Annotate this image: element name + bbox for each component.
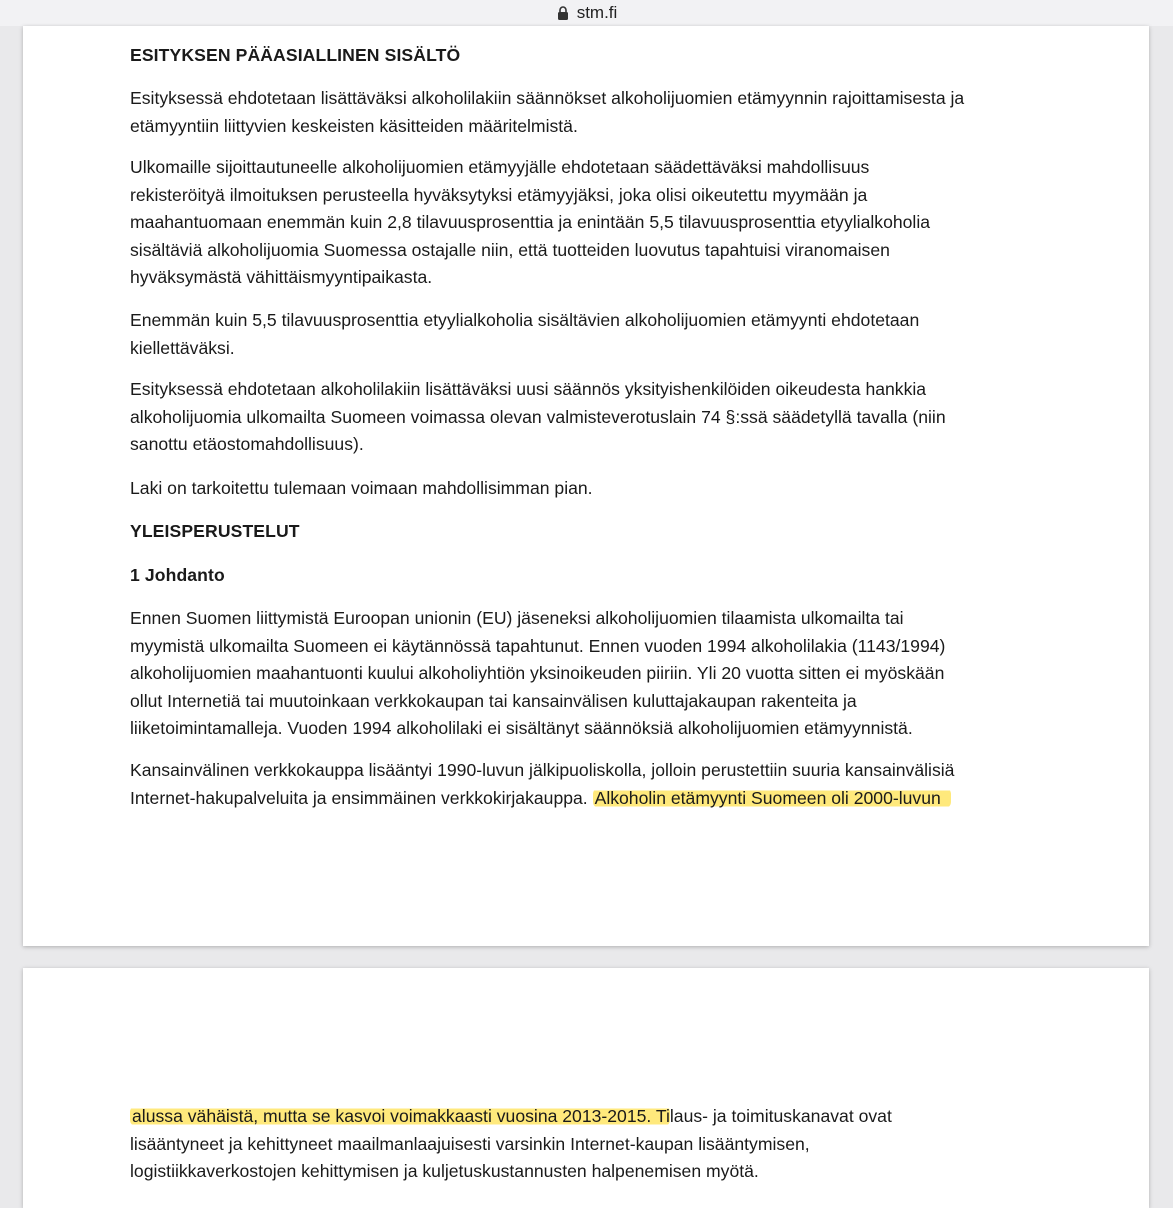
paragraph-continued <box>130 1103 1070 1186</box>
highlighted-text: Alkoholin etämyynti Suomeen oli 2000-luvun <box>593 788 951 808</box>
text-line: sanottu etäostomahdollisuus). <box>130 434 364 454</box>
text-line <box>130 1103 1070 1131</box>
lock-icon <box>556 6 570 20</box>
text-line: ollut Internetiä tai muutoinkaan verkkokaupan tai kansainvälisen kuluttajakaupan rakenteita ja <box>130 690 857 711</box>
text-line: kiellettäväksi. <box>130 337 235 358</box>
text-plain: laus- ja toimituskanavat ovat <box>669 1106 892 1126</box>
text-line: Esityksessä ehdotetaan lisättäväksi alkoholilakiin säännökset alkoholijuomien etämyynnin rajoittamisesta ja <box>130 88 965 108</box>
text-line: rekisteröityä ilmoituksen perusteella hyväksytyksi etämyyjäksi, joka olisi oikeutettu myymään ja <box>130 184 868 205</box>
text-line: sisältäviä alkoholijuomia Suomessa ostajalle niin, että tuotteiden luovutus tapahtuisi viranomaisen <box>130 239 890 260</box>
document-page-2 <box>23 968 1149 1208</box>
text-line: etämyyntiin liittyvien keskeisten käsitteiden määritelmistä. <box>130 115 578 136</box>
paragraph-6 <box>130 605 1070 743</box>
paragraph-2 <box>130 154 1070 292</box>
highlighted-text: alussa vähäistä, mutta se kasvoi voimakkaasti vuosina 2013-2015. Ti <box>132 1106 670 1126</box>
text-line: alkoholijuomia ulkomailta Suomeen voimassa olevan valmisteverotuslain 74 §:ssä säädetyllä tavalla (niin <box>130 406 946 427</box>
text-line: lisääntyneet ja kehittyneet maailmanlaajuisesti varsinkin Internet-kaupan lisääntymisen, <box>130 1133 810 1154</box>
text-line: Ulkomaille sijoittautuneelle alkoholijuomien etämyyjälle ehdotetaan säädettäväksi mahdollisuus <box>130 157 870 177</box>
paragraph-7 <box>130 757 1070 812</box>
paragraph-4 <box>130 376 1070 459</box>
text-line: Laki on tarkoitettu tulemaan voimaan mahdollisimman pian. <box>130 478 593 498</box>
text-line: Esityksessä ehdotetaan alkoholilakiin lisättäväksi uusi säännös yksityishenkilöiden oikeudesta hankkia <box>130 379 927 399</box>
paragraph-3 <box>130 307 1070 362</box>
text-line: Ennen Suomen liittymistä Euroopan unionin (EU) jäseneksi alkoholijuomien tilaamista ulkomailta tai <box>130 608 904 628</box>
text-line: liiketoimintamalleja. Vuoden 1994 alkoholilaki ei sisältänyt säännöksiä alkoholijuomien etämyynnistä. <box>130 718 913 738</box>
heading-intro: 1 Johdanto <box>130 565 225 585</box>
heading-general: YLEISPERUSTELUT <box>130 521 300 541</box>
paragraph-1 <box>130 85 1070 140</box>
heading-main: ESITYKSEN PÄÄASIALLINEN SISÄLTÖ <box>130 45 461 65</box>
paragraph-5 <box>130 475 1070 503</box>
text-line: Kansainvälinen verkkokauppa lisääntyi 1990-luvun jälkipuoliskolla, jolloin perustettiin suuria kansainvälisiä <box>130 760 955 780</box>
text-line: logistiikkaverkostojen kehittymisen ja kuljetuskustannusten halpenemisen myötä. <box>130 1161 759 1181</box>
text-line: hyväksymästä vähittäismyyntipaikasta. <box>130 267 433 287</box>
document-page-1 <box>23 26 1149 946</box>
text-line: myymistä ulkomailta Suomeen ei käytännössä tapahtunut. Ennen vuoden 1994 alkoholilakia (1143/1994) <box>130 635 946 656</box>
address-bar[interactable] <box>0 0 1173 26</box>
url-text: stm.fi <box>576 3 618 22</box>
text-line: alkoholijuomien maahantuonti kuului alkoholiyhtiön yksinoikeuden piiriin. Yli 20 vuotta sitten ei myöskään <box>130 663 945 683</box>
text-line: maahantuomaan enemmän kuin 2,8 tilavuusprosenttia ja enintään 5,5 tilavuusprosenttia etyylialkoholia <box>130 212 931 232</box>
text-line <box>130 785 1070 813</box>
text-line: Enemmän kuin 5,5 tilavuusprosenttia etyylialkoholia sisältävien alkoholijuomien etämyynti ehdotetaan <box>130 310 920 330</box>
text-plain: Internet-hakupalveluita ja ensimmäinen verkkokirjakauppa. <box>130 787 593 808</box>
